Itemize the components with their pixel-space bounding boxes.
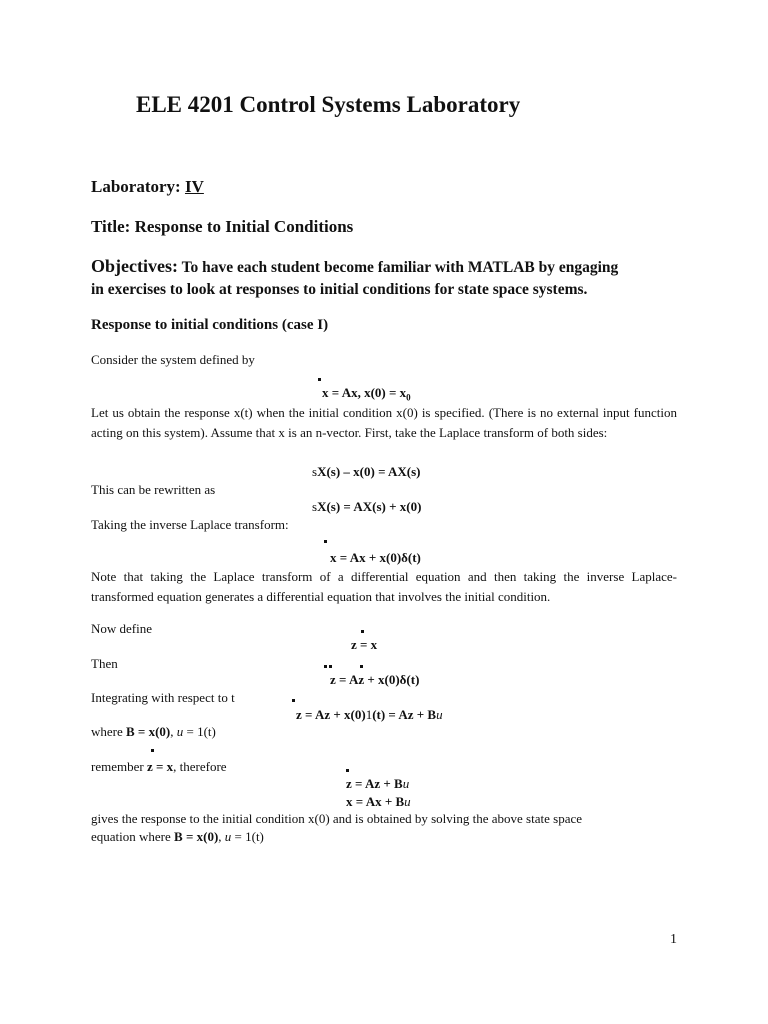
paragraph-note: Note that taking the Laplace transform of a differential equation and then taking the inverse Laplace-transformed equation generates a differential equation that involves the initial condition. [91, 569, 677, 604]
objectives-line-2: in exercises to look at responses to initial conditions for state space systems. [91, 281, 588, 298]
where-u: u [176, 724, 184, 739]
consider-text: Consider the system defined by [91, 352, 255, 367]
where-b: B = x(0) [126, 724, 171, 739]
equation-2 [312, 464, 421, 480]
equation-9 [346, 794, 411, 810]
document-title: ELE 4201 Control Systems Laboratory [136, 92, 521, 117]
derivative-dot [292, 699, 295, 702]
where-prefix: where [91, 724, 127, 739]
equation-3-rest: X(s) = AX(s) + x(0) [317, 499, 422, 514]
inverse-laplace-text: Taking the inverse Laplace transform: [91, 517, 289, 532]
lab-title: Title: Response to Initial Conditions [91, 217, 354, 236]
objectives-text-1: To have each student become familiar with MATLAB by engaging [177, 259, 619, 276]
where-suffix: = 1(t) [183, 724, 216, 739]
objectives-line-1 [91, 256, 618, 277]
remember-zx: z = x [146, 759, 174, 774]
equation-8-text: z = Az + B [346, 776, 403, 791]
equation-6: z = Az + x(0)δ(t) [330, 672, 420, 687]
equation-7 [296, 707, 443, 723]
rewritten-text: This can be rewritten as [91, 482, 216, 497]
equation-9-text: x = Ax + B [346, 794, 405, 809]
laboratory-heading [91, 177, 204, 197]
page-number: 1 [670, 932, 677, 947]
second-derivative-dot [324, 665, 327, 668]
derivative-dot [360, 665, 363, 668]
gives-comma: , [218, 829, 225, 844]
equation-5: z = x [351, 637, 378, 652]
derivative-dot [324, 540, 327, 543]
then-text: Then [91, 656, 118, 671]
gives-b: B = x(0) [174, 829, 219, 844]
equation-4: x = Ax + x(0)δ(t) [330, 550, 421, 565]
equation-7-u: u [436, 707, 443, 722]
remember-prefix: remember [91, 759, 147, 774]
second-derivative-dot [329, 665, 332, 668]
laboratory-label: Laboratory: [91, 177, 185, 196]
section-heading: Response to initial conditions (case I) [91, 317, 329, 333]
remember-suffix: , therefore [173, 759, 227, 774]
equation-1-main: x = Ax, x(0) = x [322, 385, 407, 400]
equation-7-b: (t) = Az + B [372, 707, 437, 722]
derivative-dot [151, 749, 154, 752]
equation-1 [322, 385, 411, 403]
remember-text [91, 759, 227, 775]
where-comma: , [170, 724, 177, 739]
now-define-text: Now define [91, 621, 153, 636]
derivative-dot [346, 769, 349, 772]
paragraph-laplace: Let us obtain the response x(t) when the initial condition x(0) is specified. (There is no external input function acting on this system). Assume that x is an n-vector. First, take the Laplace transform of both sides: [91, 405, 677, 440]
equation-3-s: s [312, 499, 318, 514]
integrating-text: Integrating with respect to t [91, 690, 235, 705]
objectives-label: Objectives: [91, 256, 178, 276]
gives-suffix: = 1(t) [231, 829, 264, 844]
gives-line-2 [91, 829, 264, 845]
equation-7-one: 1 [365, 707, 373, 722]
equation-9-u: u [404, 794, 411, 809]
laboratory-number: IV [184, 177, 204, 196]
gives-prefix: equation where [91, 829, 175, 844]
equation-8 [346, 776, 409, 792]
equation-8-u: u [402, 776, 410, 791]
gives-u: u [224, 829, 232, 844]
where-text [91, 724, 216, 740]
equation-1-subscript: 0 [406, 392, 411, 403]
equation-7-a: z = Az + x(0) [296, 707, 366, 722]
derivative-dot [318, 378, 321, 381]
derivative-dot [361, 630, 364, 633]
equation-2-s: s [312, 464, 318, 479]
equation-2-rest: X(s) – x(0) = AX(s) [317, 464, 421, 479]
gives-line-1: gives the response to the initial condition x(0) and is obtained by solving the above state space [91, 811, 582, 826]
equation-3 [312, 499, 421, 515]
